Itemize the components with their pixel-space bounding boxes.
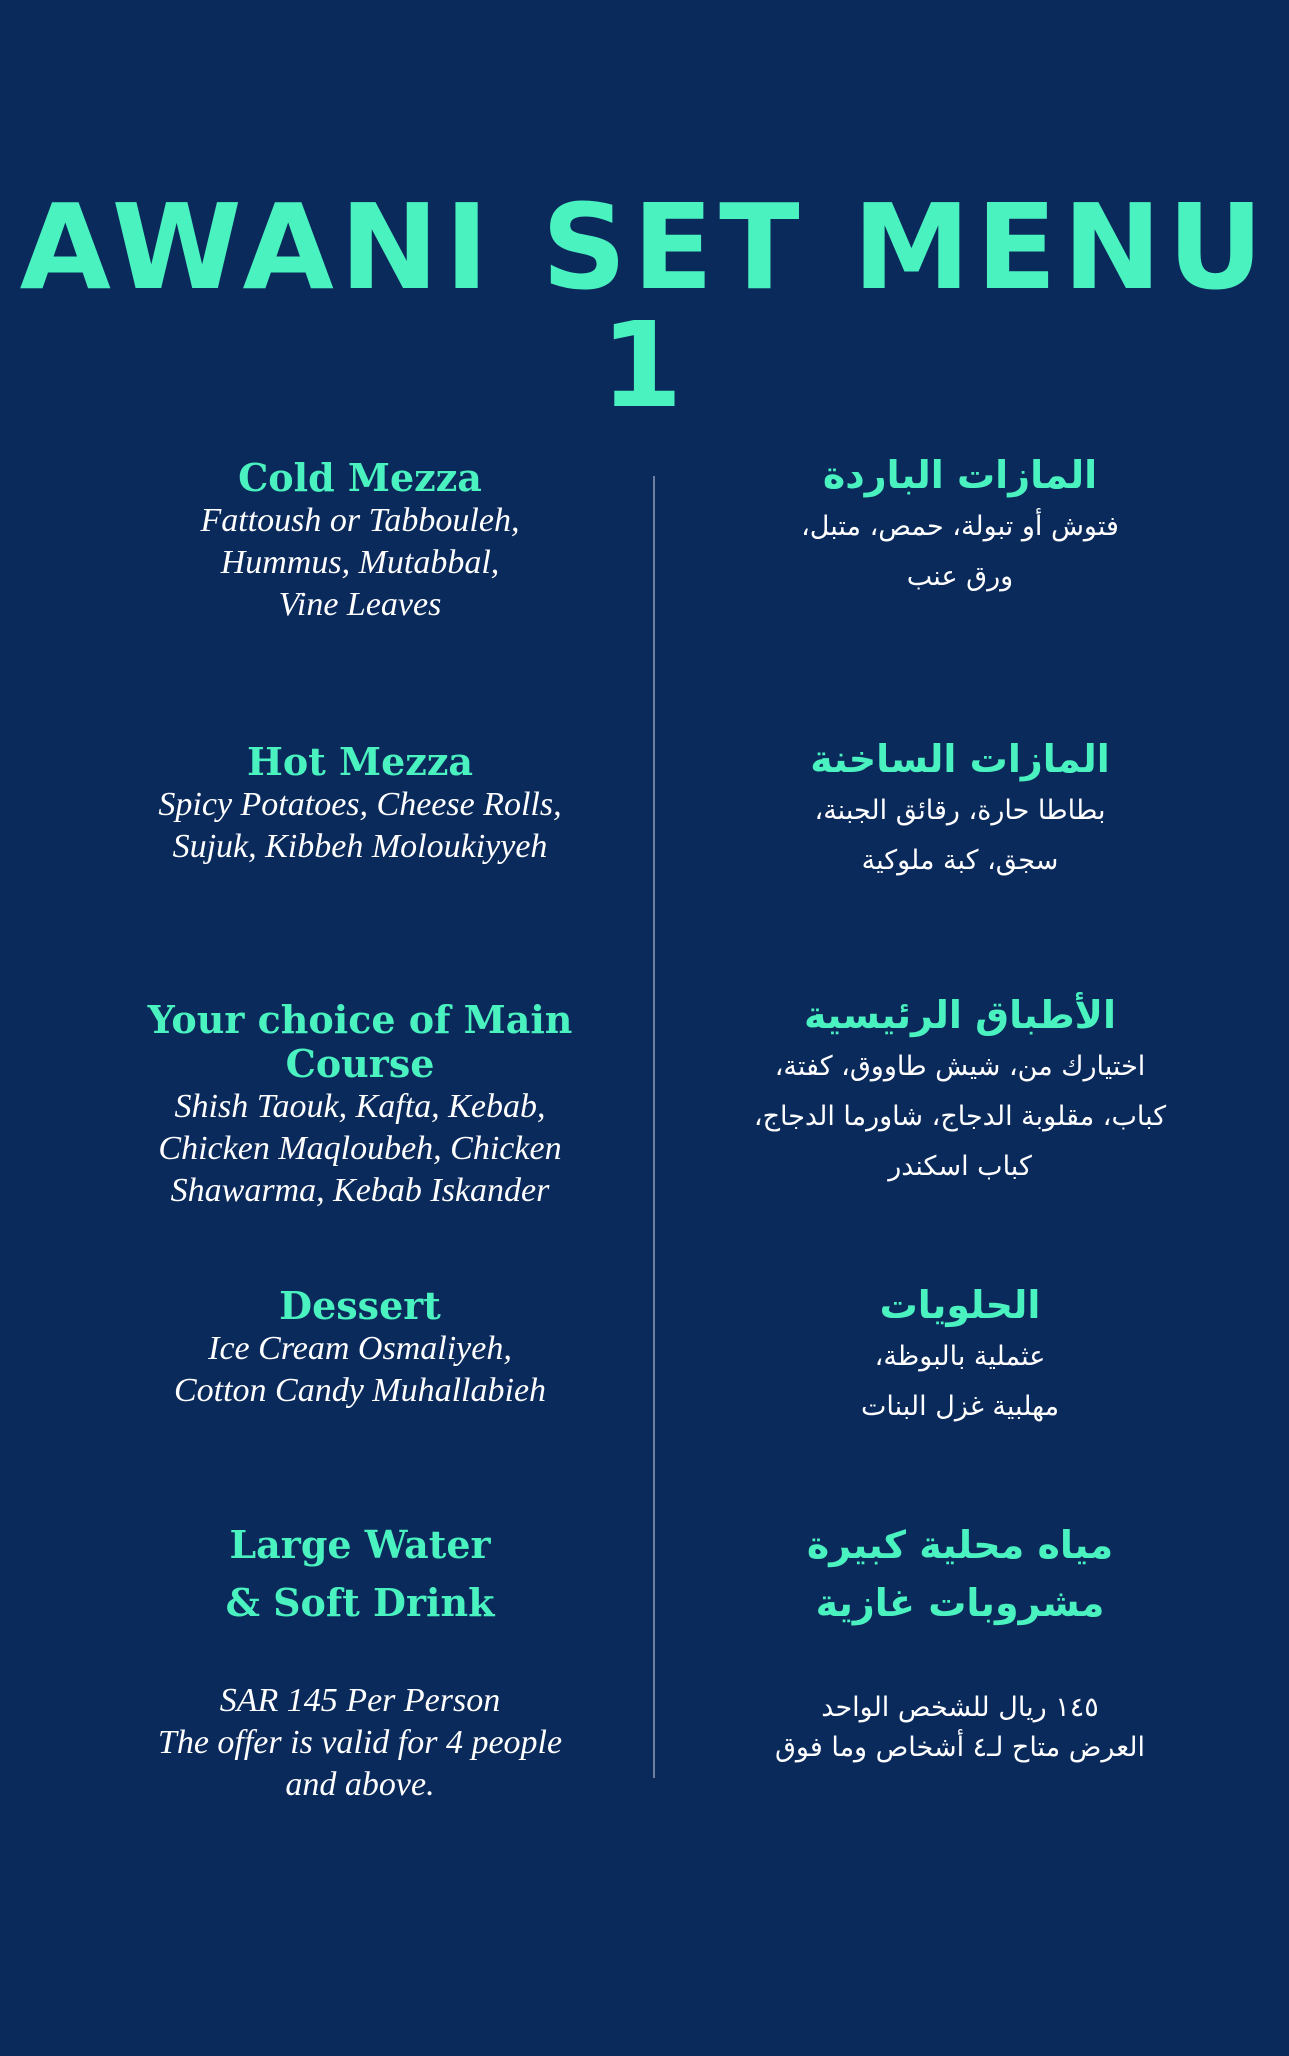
item-line: Ice Cream Osmaliyeh,	[208, 1330, 512, 1367]
section-heading: المازات الباردة	[822, 453, 1098, 497]
item-line: Fattoush or Tabbouleh,	[200, 502, 520, 539]
price-line: The offer is valid for 4 people	[157, 1724, 563, 1761]
item-line: عثملية بالبوظة،	[874, 1341, 1046, 1372]
price-line: العرض متاح لـ٤ أشخاص وما فوق	[774, 1732, 1146, 1763]
column-divider	[653, 476, 655, 1778]
item-line: مهلبية غزل البنات	[860, 1391, 1060, 1422]
section-items	[80, 784, 640, 868]
drinks-line: مشروبات غازية	[815, 1581, 1105, 1625]
section-heading: Dessert	[279, 1283, 441, 1328]
item-line: فتوش أو تبولة، حمص، متبل،	[801, 511, 1119, 542]
section-items	[700, 786, 1220, 886]
section-items	[700, 502, 1220, 602]
section-heading: المازات الساخنة	[810, 737, 1110, 781]
item-line: Sujuk, Kibbeh Moloukiyyeh	[172, 828, 548, 865]
drinks-line: مياه محلية كبيرة	[806, 1523, 1114, 1567]
item-line: Chicken Maqloubeh, Chicken	[158, 1130, 562, 1167]
price-text	[700, 1688, 1220, 1768]
drinks-heading	[80, 1516, 640, 1632]
section-heading: Your choice of Main Course	[147, 997, 573, 1086]
item-line: Shawarma, Kebab Iskander	[170, 1172, 550, 1209]
section-heading: الحلويات	[879, 1283, 1041, 1327]
section-cold-mezza-en	[80, 456, 640, 626]
item-line: Hummus, Mutabbal,	[220, 544, 500, 581]
section-items	[80, 500, 640, 626]
section-hot-mezza-en	[80, 740, 640, 868]
item-line: كباب، مقلوبة الدجاج، شاورما الدجاج،	[753, 1101, 1167, 1132]
section-items	[700, 1042, 1220, 1192]
drinks-line: Large Water	[229, 1522, 491, 1567]
section-cold-mezza-ar	[700, 452, 1220, 602]
item-line: Shish Taouk, Kafta, Kebab,	[174, 1088, 546, 1125]
price-line: SAR 145 Per Person	[219, 1682, 501, 1719]
item-line: Cotton Candy Muhallabieh	[173, 1372, 547, 1409]
item-line: Vine Leaves	[278, 586, 442, 623]
price-en	[80, 1680, 640, 1806]
section-drinks-en	[80, 1516, 640, 1632]
section-hot-mezza-ar	[700, 736, 1220, 886]
section-dessert-en	[80, 1284, 640, 1412]
section-main-course-ar	[700, 992, 1220, 1192]
section-drinks-ar	[700, 1516, 1220, 1632]
item-line: اختيارك من، شيش طاووق، كفتة،	[774, 1051, 1146, 1082]
drinks-line: & Soft Drink	[225, 1580, 495, 1625]
item-line: Spicy Potatoes, Cheese Rolls,	[158, 786, 562, 823]
section-heading: Hot Mezza	[246, 739, 474, 784]
price-line: ١٤٥ ريال للشخص الواحد	[821, 1692, 1099, 1723]
drinks-heading	[700, 1516, 1220, 1632]
price-line: and above.	[285, 1766, 435, 1803]
section-dessert-ar	[700, 1282, 1220, 1432]
price-ar	[700, 1688, 1220, 1768]
section-heading: Cold Mezza	[238, 455, 482, 500]
price-text	[80, 1680, 640, 1806]
section-items	[80, 1328, 640, 1412]
section-items	[80, 1086, 640, 1212]
item-line: ورق عنب	[906, 561, 1014, 592]
item-line: بطاطا حارة، رقائق الجبنة،	[814, 795, 1106, 826]
section-items	[700, 1332, 1220, 1432]
section-heading: الأطباق الرئيسية	[803, 993, 1117, 1037]
item-line: سجق، كبة ملوكية	[861, 845, 1059, 876]
item-line: كباب اسكندر	[888, 1151, 1032, 1182]
menu-title: AWANI SET MENU 1	[19, 178, 1270, 434]
section-main-course-en	[80, 998, 640, 1212]
